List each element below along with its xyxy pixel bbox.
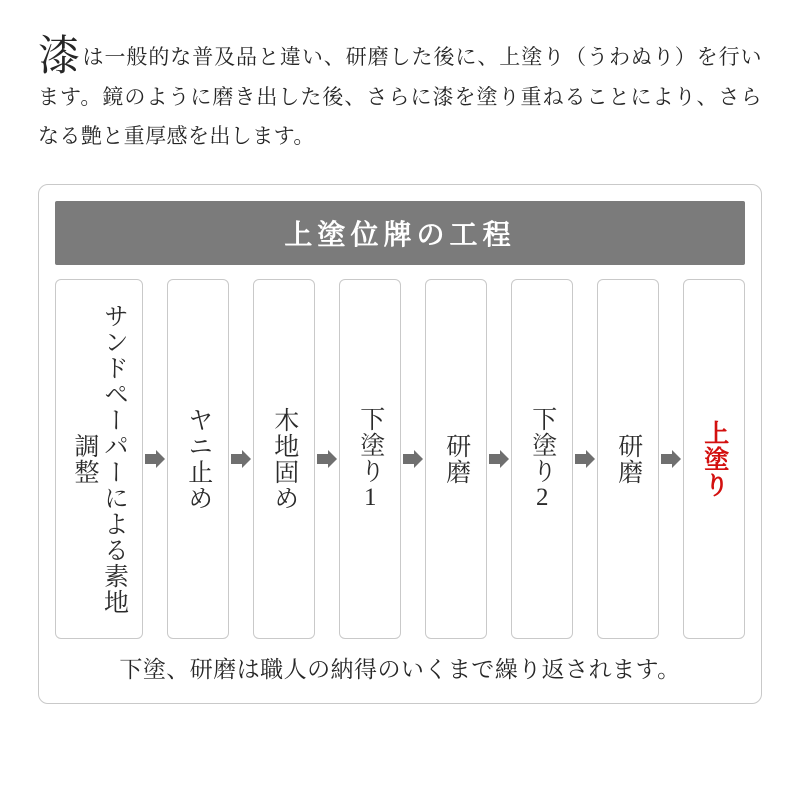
process-step-1 xyxy=(55,279,143,639)
process-diagram xyxy=(38,184,762,704)
intro-paragraph xyxy=(38,36,762,156)
diagram-title: 上塗位牌の工程 xyxy=(55,201,745,265)
process-step-8 xyxy=(683,279,745,639)
process-step-label: 下塗り1 xyxy=(356,405,384,512)
arrow-right-icon xyxy=(316,279,338,639)
process-step-label: 研磨 xyxy=(614,432,642,485)
process-step-3 xyxy=(253,279,315,639)
arrow-right-icon xyxy=(144,279,166,639)
arrow-right-icon xyxy=(660,279,682,639)
intro-body-text: は一般的な普及品と違い、研磨した後に、上塗り（うわぬり）を行います。鏡のように磨き出した後、さらに漆を塗り重ねることにより、さらなる艶と重厚感を出します。 xyxy=(38,45,762,148)
arrow-right-icon xyxy=(488,279,510,639)
arrow-right-icon xyxy=(402,279,424,639)
process-step-label: 下塗り2 xyxy=(528,405,556,512)
arrow-right-icon xyxy=(574,279,596,639)
process-step-label: ヤニ止め xyxy=(184,406,212,511)
process-step-4 xyxy=(339,279,401,639)
process-step-7 xyxy=(597,279,659,639)
process-step-label: サンドペーパーによる素地調整 xyxy=(71,302,128,615)
arrow-right-icon xyxy=(230,279,252,639)
process-flow xyxy=(55,279,745,639)
process-step-6 xyxy=(511,279,573,639)
process-step-2 xyxy=(167,279,229,639)
process-step-label: 研磨 xyxy=(442,432,470,485)
process-step-label: 木地固め xyxy=(270,406,298,511)
process-step-label: 上塗り xyxy=(700,419,728,498)
diagram-footnote: 下塗、研磨は職人の納得のいくまで繰り返されます。 xyxy=(119,656,681,682)
intro-lead-character: 漆 xyxy=(38,34,81,80)
process-step-5 xyxy=(425,279,487,639)
